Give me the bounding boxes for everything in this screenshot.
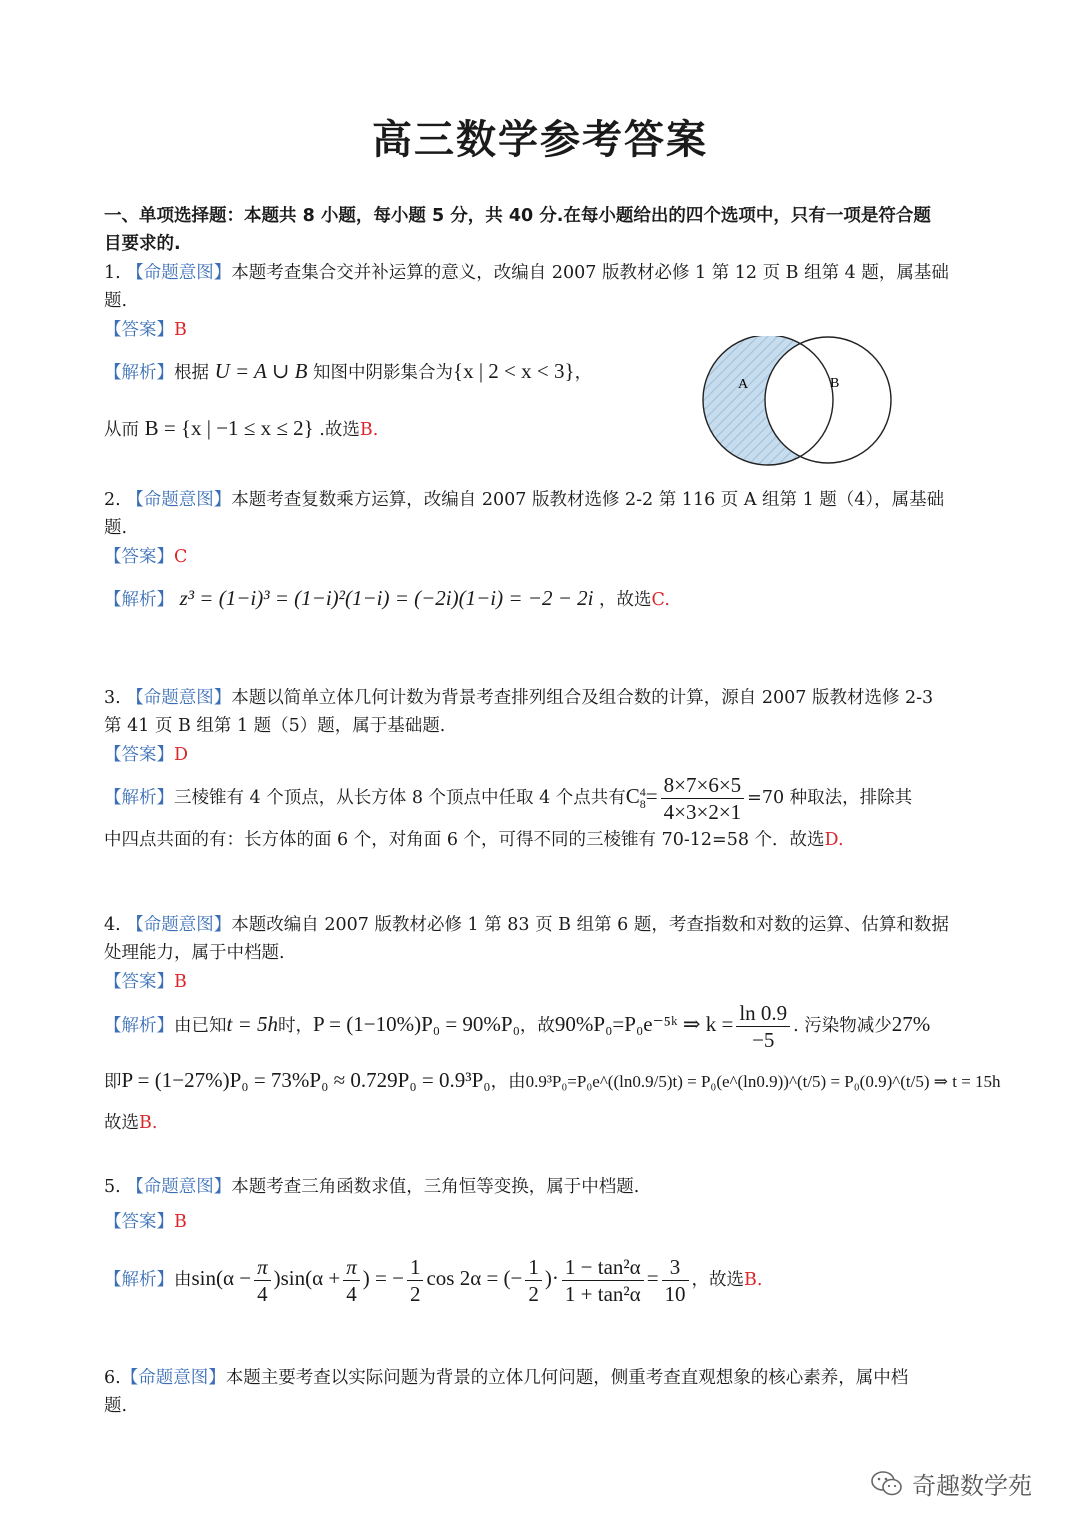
- q5-fraction-numerator: 1 − tan²α: [562, 1254, 644, 1281]
- q2-analysis-tag: 【解析】: [104, 590, 174, 610]
- q5-fraction-denominator: 4: [346, 1282, 357, 1306]
- q4-fraction: [736, 1000, 790, 1053]
- q1-number: 1.: [104, 263, 121, 283]
- q2-intent-tag: 【命题意图】: [126, 490, 232, 510]
- q5-answer: B: [174, 1212, 187, 1232]
- q5-fraction: [407, 1254, 424, 1307]
- q4-analysis-text: ，故: [519, 1016, 555, 1036]
- q3-analysis-text: =70 种取法，排除其: [747, 788, 913, 808]
- q5-intent-tag: 【命题意图】: [126, 1177, 232, 1197]
- q5-fraction-numerator: 1: [525, 1254, 542, 1281]
- q4-analysis-tag: 【解析】: [104, 1016, 174, 1036]
- q1-intent-line-1: [104, 259, 980, 287]
- watermark-text: 奇趣数学苑: [912, 1472, 1032, 1500]
- q4-analysis-text: 由已知: [174, 1016, 227, 1036]
- q5-formula: =: [646, 1266, 659, 1290]
- q5-formula: )·: [544, 1266, 559, 1290]
- q6-intent-line-2: 题.: [104, 1396, 128, 1416]
- q2-answer-tag: 【答案】: [104, 547, 174, 567]
- q5-fraction-numerator: 1: [407, 1254, 424, 1281]
- q3-analysis-tag: 【解析】: [104, 788, 174, 808]
- q4-formula: 0.9³P₀=P₀e^((ln0.9/5)t) = P₀(e^(ln0.9))^(t/5) = P₀(0.9)^(t/5) ⇒ t = 15h: [525, 1072, 1001, 1091]
- q1-analysis-text: 从而: [104, 420, 139, 440]
- q1-formula-union: U = A ∪ B: [214, 359, 308, 383]
- q3-combination-symbol: [625, 784, 646, 812]
- q1-intent-tag: 【命题意图】: [126, 263, 232, 283]
- q3-equals: =: [645, 784, 658, 808]
- q2-choice: C.: [651, 590, 670, 610]
- q5-fraction-numerator: 3: [662, 1254, 689, 1281]
- q1-analysis-text: 根据: [174, 363, 209, 383]
- q3-comb-sub: 8: [639, 797, 646, 812]
- q3-intent-line-2: 第 41 页 B 组第 1 题（5）题，属于基础题.: [104, 716, 446, 736]
- q3-analysis-text: 三棱锥有 4 个顶点，从长方体 8 个顶点中任取 4 个点共有: [174, 788, 626, 808]
- q4-intent-tag: 【命题意图】: [126, 915, 232, 935]
- q5-number: 5.: [104, 1177, 121, 1197]
- q3-answer-line: [104, 741, 980, 769]
- q4-answer-tag: 【答案】: [104, 972, 174, 992]
- venn-diagram: [698, 336, 898, 468]
- q6-number: 6.: [104, 1368, 121, 1388]
- q4-number: 4.: [104, 915, 121, 935]
- venn-label-b: B: [830, 376, 840, 391]
- q1-formula-set-b: B = {x | −1 ≤ x ≤ 2}: [144, 416, 314, 440]
- q5-fraction: [662, 1254, 689, 1307]
- q4-intent-text: 本题改编自 2007 版教材必修 1 第 83 页 B 组第 6 题，考查指数和对数的运算、估算和数据: [231, 915, 949, 935]
- q3-analysis-text: 中四点共面的有：长方体的面 6 个，对角面 6 个，可得不同的三棱锥有 70-12=58 个．故选: [104, 830, 825, 850]
- q5-intent-text: 本题考查三角函数求值，三角恒等变换，属于中档题.: [231, 1177, 640, 1197]
- q1-analysis-text: 知图中阴影集合为: [313, 363, 453, 383]
- q5-fraction: [343, 1254, 360, 1307]
- q4-formula: 27%: [891, 1012, 931, 1036]
- q2-answer: C: [174, 547, 188, 567]
- q3-analysis-line-2: [104, 826, 980, 854]
- q5-answer-tag: 【答案】: [104, 1212, 174, 1232]
- wechat-icon: [870, 1469, 904, 1499]
- q4-analysis-line-2: [104, 1066, 1001, 1096]
- q5-fraction-denominator: 10: [664, 1282, 686, 1306]
- q3-fraction: [661, 772, 745, 825]
- q4-analysis-line-3: [104, 1109, 980, 1137]
- q6-intent-tag: 【命题意图】: [120, 1368, 226, 1388]
- q4-analysis-text: . 污染物减少: [793, 1016, 892, 1036]
- q1-intent-text: 本题考查集合交并补运算的意义，改编自 2007 版教材必修 1 第 12 页 B 组第 4 题，属基础: [231, 263, 949, 283]
- q4-formula: 90%P₀=P₀e⁻⁵ᵏ ⇒ k =: [554, 1012, 734, 1036]
- q5-formula: )sin(α +: [273, 1266, 341, 1290]
- q5-fraction-numerator: π: [254, 1254, 271, 1281]
- q5-fraction-numerator: π: [343, 1254, 360, 1281]
- q1-analysis-text: .故选: [319, 420, 360, 440]
- q3-comb-letter: C: [625, 784, 640, 808]
- q1-intent-line-2: 题.: [104, 291, 128, 311]
- section-heading-line-1: 一、单项选择题：本题共 8 小题，每小题 5 分，共 40 分.在每小题给出的四个选项中，只有一项是符合题: [104, 206, 931, 226]
- q4-formula: t = 5h: [226, 1012, 279, 1036]
- q4-formula: P = (1−27%)P₀ = 73%P₀ ≈ 0.729P₀ = 0.9³P₀: [121, 1068, 491, 1092]
- q5-fraction: [525, 1254, 542, 1307]
- q3-number: 3.: [104, 688, 121, 708]
- q4-analysis-text: ，由: [490, 1072, 526, 1092]
- q3-intent-line-1: [104, 684, 980, 712]
- q4-analysis-text: 时，: [278, 1016, 314, 1036]
- q4-formula: P = (1−10%)P₀ = 90%P₀: [313, 1012, 520, 1036]
- q3-intent-text: 本题以简单立体几何计数为背景考查排列组合及组合数的计算，源自 2007 版教材选修 2-3: [231, 688, 934, 708]
- q3-choice: D.: [824, 830, 844, 850]
- q3-analysis-line-1: [104, 768, 980, 826]
- q5-fraction: [254, 1254, 271, 1307]
- q4-analysis-text: 即: [104, 1072, 122, 1092]
- q5-fraction-denominator: 2: [528, 1282, 539, 1306]
- page-title: 高三数学参考答案: [372, 117, 708, 163]
- q1-answer: B: [174, 320, 187, 340]
- q4-intent-line-2: 处理能力，属于中档题.: [104, 943, 285, 963]
- q2-intent-text: 本题考查复数乘方运算，改编自 2007 版教材选修 2-2 第 116 页 A 组第 1 题（4），属基础: [231, 490, 945, 510]
- q3-intent-tag: 【命题意图】: [126, 688, 232, 708]
- q4-fraction-numerator: ln 0.9: [736, 1000, 790, 1027]
- q5-analysis-tag: 【解析】: [104, 1270, 174, 1290]
- q3-comb-sup: 4: [639, 785, 646, 800]
- q2-number: 2.: [104, 490, 121, 510]
- q5-formula: cos 2α = (−: [426, 1266, 523, 1290]
- q5-fraction: [562, 1254, 644, 1307]
- q4-analysis-line-1: [104, 996, 980, 1054]
- q5-fraction-denominator: 4: [257, 1282, 268, 1306]
- q1-formula-shaded-set: {x | 2 < x < 3}: [453, 359, 575, 383]
- q3-fraction-denominator: 4×3×2×1: [663, 800, 742, 824]
- q3-fraction-numerator: 8×7×6×5: [661, 772, 745, 799]
- q5-formula: sin(α −: [191, 1266, 252, 1290]
- q5-analysis-text: 由: [174, 1270, 192, 1290]
- q4-answer: B: [174, 972, 187, 992]
- q5-formula: ) = −: [362, 1266, 404, 1290]
- q4-answer-line: [104, 968, 980, 996]
- q6-intent-line-1: [104, 1364, 980, 1392]
- section-heading-line-2: 目要求的.: [104, 234, 181, 254]
- q5-analysis-line: [104, 1250, 980, 1308]
- q1-answer-tag: 【答案】: [104, 320, 174, 340]
- q5-fraction-denominator: 1 + tan²α: [564, 1282, 641, 1306]
- q4-choice: B.: [139, 1113, 158, 1133]
- q2-intent-line-2: 题.: [104, 518, 128, 538]
- q5-analysis-text: ，故选: [691, 1270, 745, 1290]
- q4-analysis-text: 故选: [104, 1113, 139, 1133]
- q5-intent-line-1: [104, 1173, 980, 1201]
- q5-choice: B.: [744, 1270, 763, 1290]
- q5-fraction-denominator: 2: [409, 1282, 421, 1306]
- q6-intent-text: 本题主要考查以实际问题为背景的立体几何问题，侧重考查直观想象的核心素养，属中档: [225, 1368, 909, 1388]
- q4-intent-line-1: [104, 911, 980, 939]
- q2-intent-line-1: [104, 486, 980, 514]
- q2-formula: z³ = (1−i)³ = (1−i)²(1−i) = (−2i)(1−i) = −2 − 2i: [179, 586, 594, 610]
- q1-analysis-text: ，: [574, 363, 593, 383]
- q5-answer-line: [104, 1208, 980, 1236]
- q2-analysis-line: [104, 584, 980, 614]
- venn-label-a: A: [738, 377, 749, 392]
- q2-answer-line: [104, 543, 980, 571]
- q2-analysis-text: ，故选: [599, 590, 652, 610]
- q4-fraction-denominator: −5: [752, 1028, 775, 1052]
- q3-answer: D: [174, 745, 189, 765]
- watermark: [870, 1466, 1032, 1501]
- q1-analysis-tag: 【解析】: [104, 363, 174, 383]
- q1-choice: B.: [359, 420, 379, 440]
- q3-answer-tag: 【答案】: [104, 745, 174, 765]
